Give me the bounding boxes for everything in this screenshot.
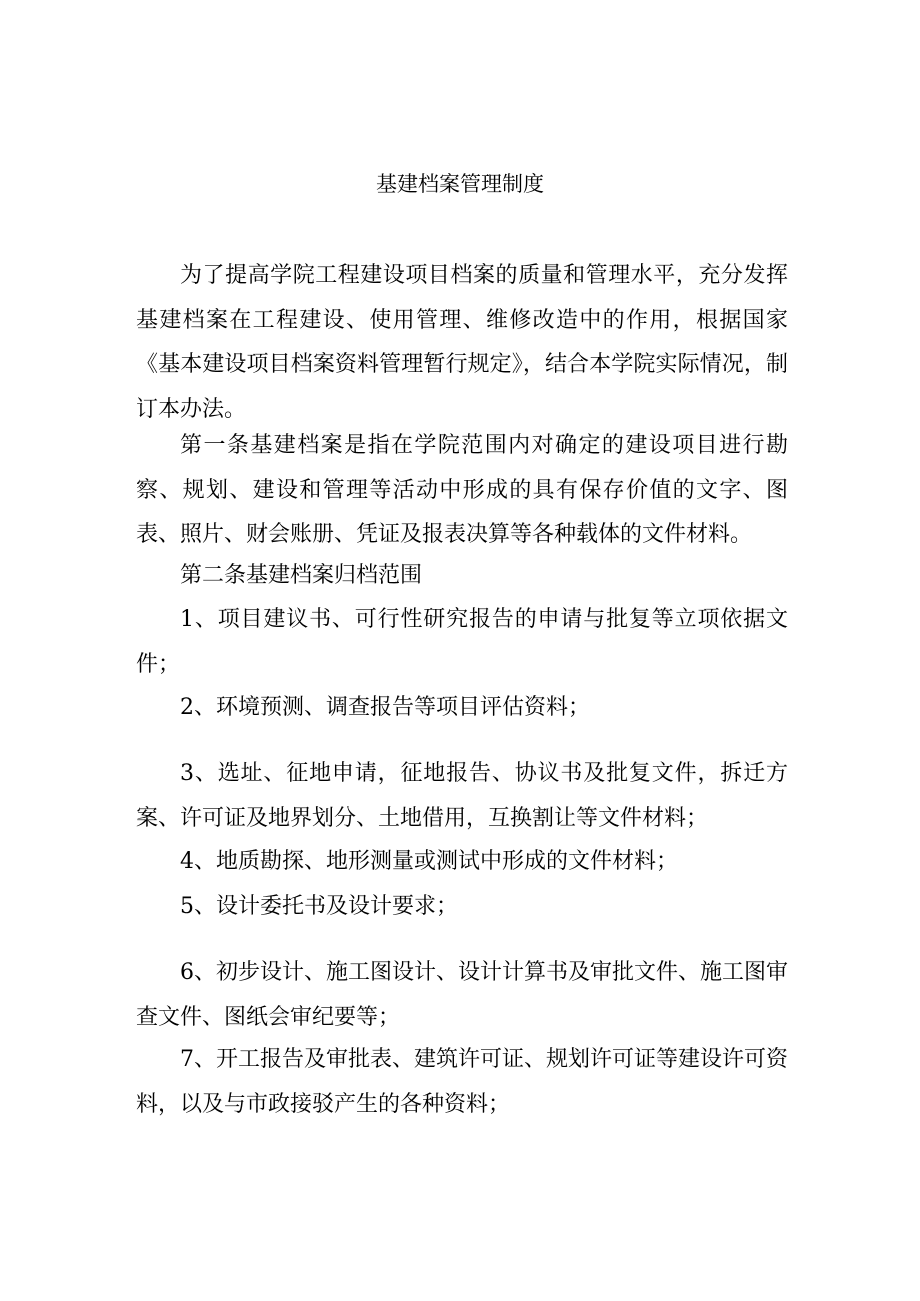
paragraph-article-2-heading: 第二条基建档案归档范围	[180, 563, 423, 588]
list-item-5: 5、设计委托书及设计要求；	[180, 894, 458, 919]
document-title: 基建档案管理制度	[376, 172, 544, 196]
list-item-1: 1、项目建议书、可行性研究报告的申请与批复等立项依据文件；	[136, 607, 788, 677]
paragraph-intro: 为了提高学院工程建设项目档案的质量和管理水平，充分发挥基建档案在工程建设、使用管理、维修改造中的作用，根据国家《基本建设项目档案资料管理暂行规定》，结合本学院实际情况，制订本办法。	[136, 263, 788, 422]
list-item-7: 7、开工报告及审批表、建筑许可证、规划许可证等建设许可资料，以及与市政接驳产生的各种资料；	[136, 1047, 788, 1117]
list-item-6: 6、初步设计、施工图设计、设计计算书及审批文件、施工图审查文件、图纸会审纪要等；	[136, 960, 788, 1030]
list-item-3: 3、选址、征地申请，征地报告、协议书及批复文件，拆迁方案、许可证及地界划分、土地借用，互换割让等文件材料；	[136, 761, 788, 831]
list-item-2: 2、环境预测、调查报告等项目评估资料；	[180, 695, 590, 720]
paragraph-article-1: 第一条基建档案是指在学院范围内对确定的建设项目进行勘察、规划、建设和管理等活动中形成的具有保存价值的文字、图表、照片、财会账册、凭证及报表决算等各种载体的文件材料。	[136, 433, 788, 547]
list-item-4: 4、地质勘探、地形测量或测试中形成的文件材料；	[180, 849, 678, 874]
